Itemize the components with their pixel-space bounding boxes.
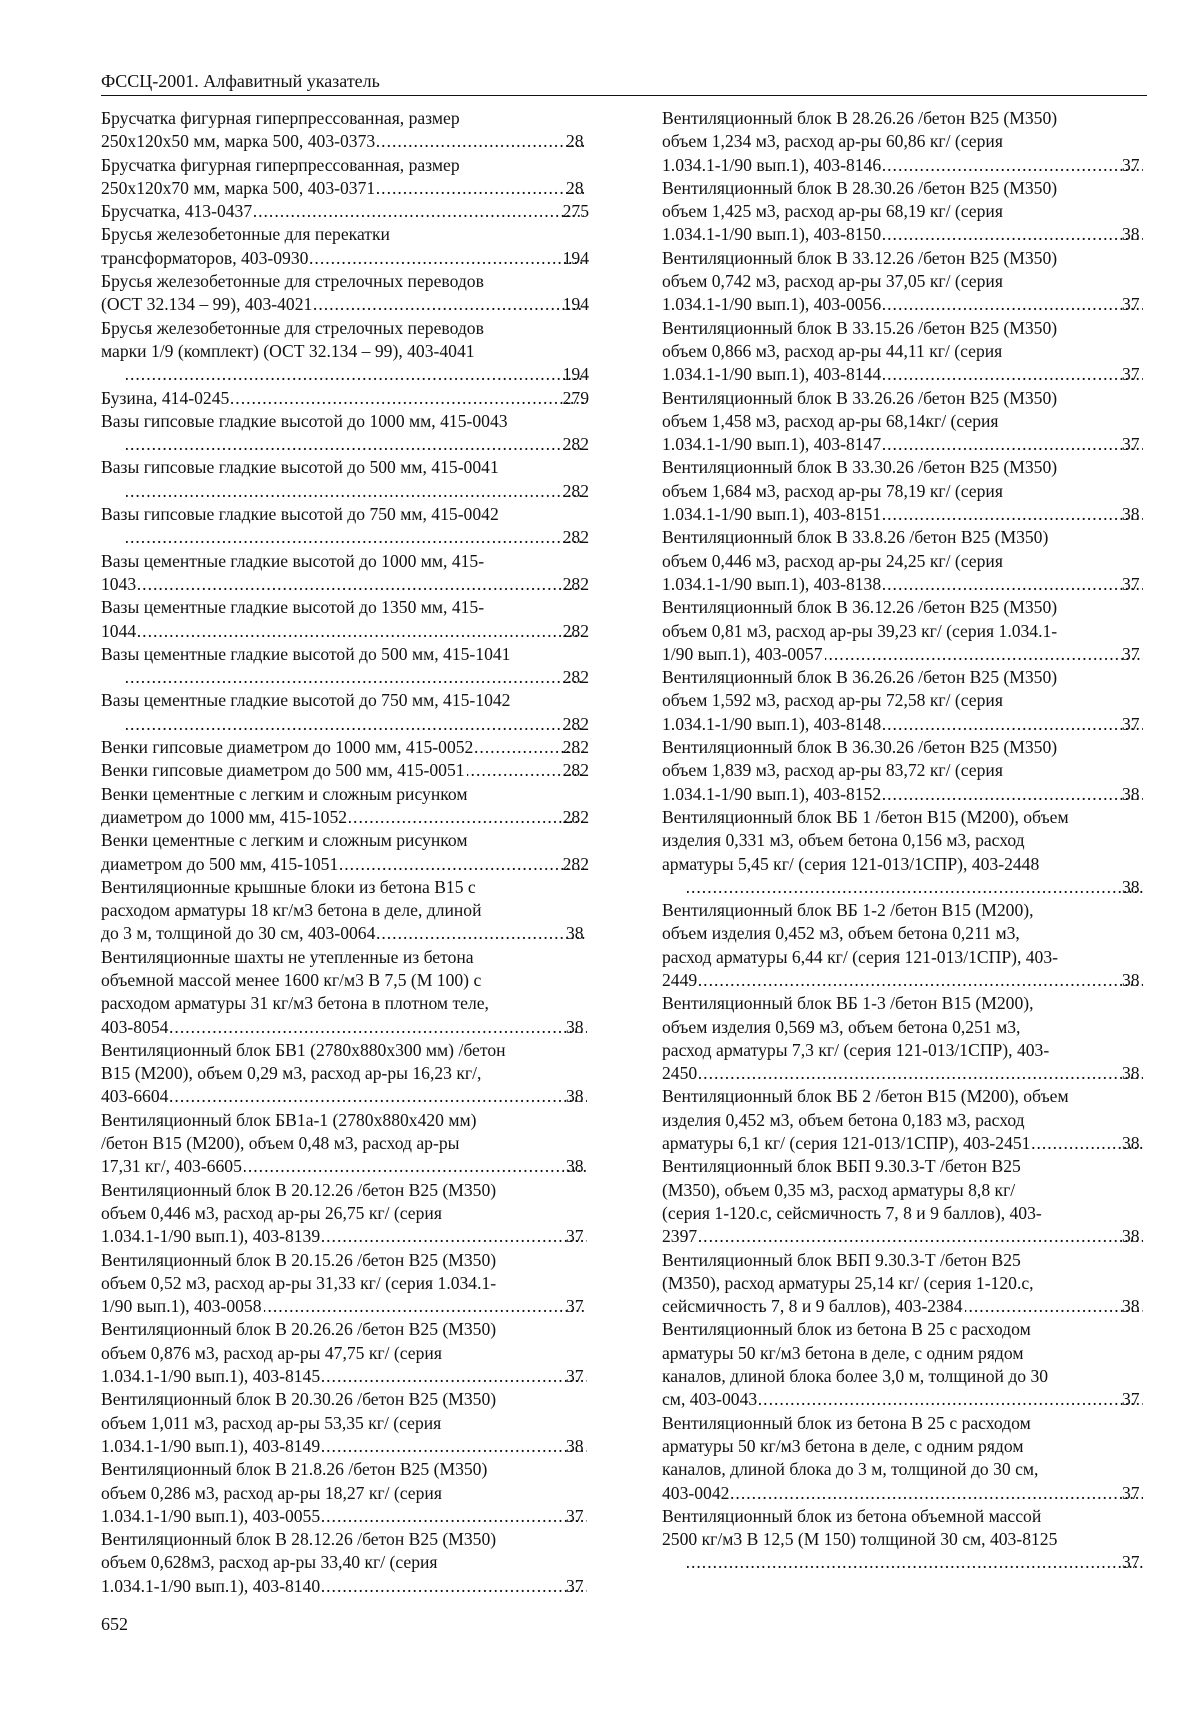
entry-reference-text: Венки гипсовые диаметром до 1000 мм, 415-0052	[101, 737, 474, 758]
entry-page-number: 282	[562, 737, 589, 758]
entry-reference-text: до 3 м, толщиной до 30 см, 403-0064	[101, 923, 376, 944]
index-entry	[662, 806, 1145, 899]
entry-text-line: Вентиляционный блок В 33.15.26 /бетон В25 (М350)	[662, 317, 1058, 338]
entry-reference-text: диаметром до 1000 мм, 415-1052	[101, 806, 348, 827]
leader-dots	[965, 1295, 1144, 1318]
leader-dots	[687, 1551, 1143, 1574]
entry-reference-text: 403-6604	[101, 1086, 169, 1107]
entry-text-line: Вентиляционный блок БВ1 (2780х880х300 мм) /бетон	[101, 1039, 506, 1060]
entry-text-line: 2500 кг/м3 В 12,5 (М 150) толщиной 30 см, 403-8125	[662, 1529, 1058, 1550]
entry-reference-text: 1.034.1-1/90 вып.1), 403-0055	[101, 1505, 321, 1526]
index-entry	[101, 759, 589, 782]
leader-dots	[883, 223, 1143, 246]
entry-text-line: Вентиляционный блок В 28.12.26 /бетон В25 (М350)	[101, 1529, 497, 1550]
index-entry	[101, 154, 589, 201]
entry-reference-line	[124, 666, 589, 689]
leader-dots	[883, 363, 1143, 386]
leader-dots	[340, 853, 583, 876]
entry-reference-line: 1/90 вып.1), 403-0057 ..... 37	[685, 643, 1145, 666]
entry-page-number: 194	[562, 364, 589, 385]
leader-dots	[254, 200, 583, 223]
entry-reference-line: 1.034.1-1/90 вып.1), 403-8139 ..... 37	[124, 1225, 589, 1248]
entry-text-line: (М350), расход арматуры 25,14 кг/ (серия 1-120.с,	[662, 1272, 1034, 1293]
entry-reference-text: 2450	[662, 1063, 698, 1084]
entry-text-line: изделия 0,452 м3, объем бетона 0,183 м3, расход	[662, 1109, 1025, 1130]
entry-text-line: объем 0,866 м3, расход ар-ры 44,11 кг/ (серия	[662, 340, 1003, 361]
entry-reference-text: 1.034.1-1/90 вып.1), 403-8145	[101, 1366, 321, 1387]
entry-text-line: объем 1,458 м3, расход ар-ры 68,14кг/ (серия	[662, 410, 999, 431]
index-entry	[101, 270, 589, 317]
entry-text-line: Вентиляционный блок В 28.30.26 /бетон В25 (М350)	[662, 177, 1058, 198]
index-entry	[101, 829, 589, 876]
index-entry	[101, 946, 589, 1039]
entry-text-line: Вентиляционный блок В 20.15.26 /бетон В25 (М350)	[101, 1249, 497, 1270]
entry-text-line: объем изделия 0,452 м3, объем бетона 0,211 м3,	[662, 923, 1020, 944]
entry-text-line: В15 (М200), объем 0,29 м3, расход ар-ры 16,23 кг/,	[101, 1063, 482, 1084]
entry-reference-line	[101, 620, 589, 643]
entry-reference-text: 1.034.1-1/90 вып.1), 403-8144	[662, 364, 882, 385]
entry-text-line: Вентиляционный блок ВБ 1-3 /бетон В15 (М200),	[662, 993, 1034, 1014]
leader-dots	[377, 130, 587, 153]
entry-reference-text: 1.034.1-1/90 вып.1), 403-8151	[662, 504, 882, 525]
index-entry	[101, 1388, 589, 1458]
entry-text-line: объем 1,592 м3, расход ар-ры 72,58 кг/ (серия	[662, 690, 1003, 711]
entry-text-line: /бетон В15 (М200), объем 0,48 м3, расход ар-ры	[101, 1133, 460, 1154]
index-entry	[662, 1505, 1145, 1575]
entry-reference-line: 2449 ..... 38	[685, 969, 1145, 992]
index-entry	[101, 1109, 589, 1179]
index-entry	[101, 410, 589, 457]
entry-reference-line: 1.034.1-1/90 вып.1), 403-8146 ..... 37	[685, 154, 1145, 177]
entry-text-line: марки 1/9 (комплект) (ОСТ 32.134 – 99), 403-4041	[101, 340, 475, 361]
entry-reference-text: 250х120х70 мм, марка 500, 403-0371	[101, 177, 376, 198]
index-entry	[101, 1318, 589, 1388]
entry-reference-text: (ОСТ 32.134 – 99), 403-4021	[101, 294, 313, 315]
entry-reference-text: 2449	[662, 969, 698, 990]
leader-dots	[322, 1505, 587, 1528]
entry-reference-text: 1.034.1-1/90 вып.1), 403-8138	[662, 573, 882, 594]
entry-text-line: Брусья железобетонные для стрелочных переводов	[101, 317, 484, 338]
entry-text-line: Вентиляционный блок ВБ 1-2 /бетон В15 (М200),	[662, 900, 1034, 921]
leader-dots	[310, 247, 583, 270]
index-entry	[101, 503, 589, 550]
entry-text-line: Вентиляционный блок В 28.26.26 /бетон В25 (М350)	[662, 108, 1058, 128]
entry-page-number: 282	[562, 573, 589, 594]
entry-reference-line	[101, 736, 589, 759]
entry-reference-line	[101, 247, 589, 270]
entry-text-line: объем 0,81 м3, расход ар-ры 39,23 кг/ (серия 1.034.1-	[662, 620, 1058, 641]
entry-reference-text: 1.034.1-1/90 вып.1), 403-8152	[662, 783, 882, 804]
entry-text-line: Вентиляционный блок В 36.26.26 /бетон В25 (М350)	[662, 667, 1058, 688]
entry-reference-text: 1/90 вып.1), 403-0058	[101, 1296, 262, 1317]
entry-reference-text: диаметром до 500 мм, 415-1051	[101, 853, 339, 874]
entry-reference-text: 1.034.1-1/90 вып.1), 403-8147	[662, 434, 882, 455]
index-column-left	[101, 107, 589, 1598]
entry-text-line: арматуры 5,45 кг/ (серия 121-013/1СПР), 403-2448	[662, 853, 1040, 874]
entry-text-line: Брусья железобетонные для перекатки	[101, 224, 390, 245]
index-entry	[101, 317, 589, 387]
leader-dots	[699, 1062, 1143, 1085]
leader-dots	[231, 387, 583, 410]
entry-text-line: Вентиляционный блок В 36.30.26 /бетон В25 (М350)	[662, 737, 1058, 758]
entry-text-line: Вентиляционный блок В 33.12.26 /бетон В25 (М350)	[662, 247, 1058, 268]
entry-page-number: 282	[562, 434, 589, 455]
entry-reference-line: 1.034.1-1/90 вып.1), 403-8151 ..... 38	[685, 503, 1145, 526]
entry-page-number: 279	[562, 387, 589, 408]
entry-reference-text: Бузина, 414-0245	[101, 387, 230, 408]
entry-reference-line: 1.034.1-1/90 вып.1), 403-8138 ..... 37	[685, 573, 1145, 596]
entry-reference-text: 1.034.1-1/90 вып.1), 403-8150	[662, 224, 882, 245]
index-entry	[662, 317, 1145, 387]
leader-dots	[883, 503, 1143, 526]
entry-reference-text: сейсмичность 7, 8 и 9 баллов), 403-2384	[662, 1296, 963, 1317]
index-entry	[662, 526, 1145, 596]
entry-reference-line	[101, 293, 589, 316]
entry-page-number: 282	[562, 527, 589, 548]
entry-text-line: Вентиляционный блок В 33.8.26 /бетон В25 (М350)	[662, 527, 1049, 548]
entry-page-number: 282	[562, 853, 589, 874]
entry-text-line: Вазы цементные гладкие высотой до 1350 мм, 415-	[101, 597, 485, 618]
index-column-right	[662, 107, 1145, 1575]
index-entry	[662, 666, 1145, 736]
entry-reference-text: Венки гипсовые диаметром до 500 мм, 415-0051	[101, 760, 465, 781]
leader-dots	[126, 433, 584, 456]
entry-text-line: объем изделия 0,569 м3, объем бетона 0,251 м3,	[662, 1016, 1021, 1037]
entry-page-number: 282	[562, 480, 589, 501]
entry-text-line: Вентиляционный блок В 20.30.26 /бетон В25 (М350)	[101, 1389, 497, 1410]
leader-dots	[322, 1435, 587, 1458]
entry-reference-line: 1.034.1-1/90 вып.1), 403-0056 ..... 37	[685, 293, 1145, 316]
leader-dots	[126, 666, 584, 689]
entry-reference-text: 17,31 кг/, 403-6605	[101, 1156, 242, 1177]
leader-dots	[126, 480, 584, 503]
entry-text-line: Вентиляционный блок из бетона В 25 с расходом	[662, 1319, 1031, 1340]
entry-text-line: Брусчатка фигурная гиперпрессованная, размер	[101, 154, 460, 175]
entry-reference-line	[101, 200, 589, 223]
entry-reference-line: 1.034.1-1/90 вып.1), 403-8148 ..... 37	[685, 713, 1145, 736]
index-entry	[101, 643, 589, 690]
index-entry	[101, 223, 589, 270]
entry-text-line: объем 1,684 м3, расход ар-ры 78,19 кг/ (серия	[662, 480, 1003, 501]
entry-text-line: Вентиляционный блок В 21.8.26 /бетон В25 (М350)	[101, 1459, 488, 1480]
index-entry	[101, 783, 589, 830]
leader-dots	[264, 1295, 587, 1318]
leader-dots	[377, 922, 587, 945]
leader-dots	[244, 1155, 587, 1178]
index-entry	[101, 1249, 589, 1319]
leader-dots	[883, 154, 1143, 177]
index-entry	[662, 1085, 1145, 1155]
entry-reference-text: Брусчатка, 413-0437	[101, 201, 253, 222]
leader-dots	[699, 969, 1143, 992]
entry-reference-line: сейсмичность 7, 8 и 9 баллов), 403-2384 ..... 38	[685, 1295, 1145, 1318]
index-entry	[662, 387, 1145, 457]
leader-dots	[883, 293, 1143, 316]
leader-dots	[322, 1365, 587, 1388]
entry-page-number: 194	[562, 294, 589, 315]
leader-dots	[883, 573, 1143, 596]
index-entry	[101, 1528, 589, 1598]
index-entry	[101, 689, 589, 736]
entry-reference-text: 1.034.1-1/90 вып.1), 403-8149	[101, 1435, 321, 1456]
entry-text-line: арматуры 50 кг/м3 бетона в деле, с одним рядом	[662, 1342, 1024, 1363]
index-entry	[662, 992, 1145, 1085]
header-title: ФССЦ-2001. Алфавитный указатель	[101, 71, 380, 91]
index-entry	[101, 107, 589, 154]
leader-dots	[883, 713, 1143, 736]
entry-reference-text: 1.034.1-1/90 вып.1), 403-0056	[662, 294, 882, 315]
index-entry	[662, 736, 1145, 806]
entry-text-line: каналов, длиной блока до 3 м, толщиной до 30 см,	[662, 1459, 1039, 1480]
entry-reference-text: 1044	[101, 620, 137, 641]
entry-text-line: объем 1,011 м3, расход ар-ры 53,35 кг/ (серия	[101, 1412, 442, 1433]
entry-text-line: объем 0,876 м3, расход ар-ры 47,75 кг/ (серия	[101, 1342, 442, 1363]
entry-text-line: каналов, длиной блока более 3,0 м, толщиной до 30	[662, 1366, 1049, 1387]
entry-text-line: объемной массой менее 1600 кг/м3 В 7,5 (М 100) с	[101, 969, 482, 990]
leader-dots	[170, 1085, 587, 1108]
entry-reference-line: 1/90 вып.1), 403-0058 ..... 37	[124, 1295, 589, 1318]
index-entry	[101, 876, 589, 946]
index-entry	[101, 1039, 589, 1109]
entry-text-line: Вентиляционный блок В 33.30.26 /бетон В25 (М350)	[662, 457, 1058, 478]
entry-reference-line	[124, 526, 589, 549]
entry-text-line: объем 0,446 м3, расход ар-ры 26,75 кг/ (серия	[101, 1202, 442, 1223]
entry-reference-line: 1.034.1-1/90 вып.1), 403-0055 ..... 37	[124, 1505, 589, 1528]
entry-reference-text: 403-8054	[101, 1016, 169, 1037]
entry-text-line: Вентиляционный блок из бетона объемной массой	[662, 1505, 1042, 1526]
entry-text-line: Вазы гипсовые гладкие высотой до 500 мм, 415-0041	[101, 457, 499, 478]
index-entry	[662, 1412, 1145, 1505]
entry-text-line: расходом арматуры 31 кг/м3 бетона в плотном теле,	[101, 993, 489, 1014]
entry-reference-line: 1.034.1-1/90 вып.1), 403-8152 ..... 38	[685, 783, 1145, 806]
index-entry	[662, 1318, 1145, 1411]
entry-reference-text: 1.034.1-1/90 вып.1), 403-8140	[101, 1575, 321, 1596]
entry-text-line: Вентиляционные крышные блоки из бетона В15 с	[101, 876, 476, 897]
entry-reference-line	[124, 433, 589, 456]
index-entry	[101, 596, 589, 643]
entry-reference-line: арматуры 6,1 кг/ (серия 121-013/1СПР), 403-2451 ..... 38	[685, 1132, 1145, 1155]
index-entry	[662, 456, 1145, 526]
index-entry	[101, 550, 589, 597]
entry-reference-line: до 3 м, толщиной до 30 см, 403-0064 ..... 38	[124, 922, 589, 945]
entry-reference-line: 1.034.1-1/90 вып.1), 403-8150 ..... 38	[685, 223, 1145, 246]
entry-text-line: Вентиляционный блок В 20.12.26 /бетон В25 (М350)	[101, 1179, 497, 1200]
entry-text-line: Вентиляционный блок ВБП 9.30.3-Т /бетон В25	[662, 1156, 1021, 1177]
entry-text-line: (серия 1-120.с, сейсмичность 7, 8 и 9 баллов), 403-	[662, 1202, 1042, 1223]
entry-reference-line: 2397 ..... 38	[685, 1225, 1145, 1248]
entry-reference-line: см, 403-0043 ..... 37	[685, 1388, 1145, 1411]
entry-text-line: объем 0,286 м3, расход ар-ры 18,27 кг/ (серия	[101, 1482, 442, 1503]
entry-page-number: 194	[562, 247, 589, 268]
entry-text-line: Вазы цементные гладкие высотой до 750 мм, 415-1042	[101, 690, 511, 711]
entry-text-line: изделия 0,331 м3, объем бетона 0,156 м3, расход	[662, 830, 1025, 851]
entry-text-line: Венки цементные с легким и сложным рисунком	[101, 830, 468, 851]
entry-reference-text: 1.034.1-1/90 вып.1), 403-8139	[101, 1226, 321, 1247]
entry-reference-text: 1.034.1-1/90 вып.1), 403-8146	[662, 154, 882, 175]
leader-dots	[759, 1388, 1143, 1411]
leader-dots	[126, 363, 584, 386]
entry-reference-line: 250х120х50 мм, марка 500, 403-0373 ..... 28	[124, 130, 589, 153]
entry-reference-line: 1.034.1-1/90 вып.1), 403-8140 ..... 37	[124, 1575, 589, 1598]
entry-page-number: 275	[562, 201, 589, 222]
leader-dots	[883, 783, 1143, 806]
entry-reference-line: 403-8054 ..... 38	[124, 1016, 589, 1039]
entry-page-number: 282	[562, 620, 589, 641]
leader-dots	[314, 293, 583, 316]
entry-reference-line	[124, 363, 589, 386]
index-entry	[101, 736, 589, 759]
entry-reference-text: 2397	[662, 1226, 698, 1247]
entry-reference-line: 403-0042 ..... 37	[685, 1482, 1145, 1505]
entry-reference-line: 1.034.1-1/90 вып.1), 403-8144 ..... 37	[685, 363, 1145, 386]
leader-dots	[349, 806, 584, 829]
entry-text-line: арматуры 50 кг/м3 бетона в деле, с одним рядом	[662, 1435, 1024, 1456]
entry-page-number: 282	[562, 760, 589, 781]
leader-dots	[322, 1225, 587, 1248]
leader-dots	[687, 876, 1143, 899]
entry-text-line: Вентиляционный блок В 33.26.26 /бетон В25 (М350)	[662, 387, 1058, 408]
entry-reference-line	[101, 759, 589, 782]
entry-reference-text: 1.034.1-1/90 вып.1), 403-8148	[662, 713, 882, 734]
entry-reference-text: 1043	[101, 573, 137, 594]
entry-text-line: Вазы гипсовые гладкие высотой до 750 мм, 415-0042	[101, 504, 499, 525]
entry-reference-text: трансформаторов, 403-0930	[101, 247, 309, 268]
entry-reference-line	[101, 853, 589, 876]
entry-text-line: объем 1,839 м3, расход ар-ры 83,72 кг/ (серия	[662, 760, 1003, 781]
leader-dots	[126, 713, 584, 736]
entry-reference-line: 1.034.1-1/90 вып.1), 403-8149 ..... 38	[124, 1435, 589, 1458]
entry-reference-text: 250х120х50 мм, марка 500, 403-0373	[101, 131, 376, 152]
entry-reference-text: 1/90 вып.1), 403-0057	[662, 643, 823, 664]
entry-page-number: 282	[562, 713, 589, 734]
entry-text-line: Вентиляционный блок ВБП 9.30.3-Т /бетон В25	[662, 1249, 1021, 1270]
entry-text-line: Брусчатка фигурная гиперпрессованная, размер	[101, 108, 460, 128]
entry-reference-line: ..... 37	[685, 1551, 1145, 1574]
entry-text-line: объем 1,425 м3, расход ар-ры 68,19 кг/ (серия	[662, 201, 1003, 222]
entry-text-line: Вентиляционные шахты не утепленные из бетона	[101, 946, 474, 967]
index-entry	[101, 1179, 589, 1249]
index-entry	[662, 107, 1145, 177]
leader-dots	[699, 1225, 1143, 1248]
entry-reference-line: 17,31 кг/, 403-6605 ..... 38	[124, 1155, 589, 1178]
entry-reference-line: 1.034.1-1/90 вып.1), 403-8147 ..... 37	[685, 433, 1145, 456]
index-entry	[662, 1155, 1145, 1248]
entry-text-line: расходом арматуры 18 кг/м3 бетона в деле, длиной	[101, 900, 482, 921]
leader-dots	[322, 1575, 587, 1598]
entry-text-line: Вазы цементные гладкие высотой до 1000 мм, 415-	[101, 550, 485, 571]
index-entry	[101, 1458, 589, 1528]
entry-text-line: Венки цементные с легким и сложным рисунком	[101, 783, 468, 804]
index-entry	[101, 200, 589, 223]
index-entry	[662, 177, 1145, 247]
entry-reference-text: см, 403-0043	[662, 1389, 758, 1410]
entry-reference-line	[101, 387, 589, 410]
leader-dots	[377, 177, 587, 200]
leader-dots	[170, 1016, 587, 1039]
entry-text-line: расход арматуры 7,3 кг/ (серия 121-013/1СПР), 403-	[662, 1039, 1050, 1060]
index-entry	[662, 247, 1145, 317]
entry-reference-line: 403-6604 ..... 38	[124, 1085, 589, 1108]
leader-dots	[138, 573, 583, 596]
leader-dots	[138, 620, 583, 643]
entry-reference-text: арматуры 6,1 кг/ (серия 121-013/1СПР), 403-2451	[662, 1133, 1031, 1154]
entry-reference-line: 1.034.1-1/90 вып.1), 403-8145 ..... 37	[124, 1365, 589, 1388]
entry-reference-line	[124, 480, 589, 503]
leader-dots	[731, 1482, 1143, 1505]
entry-text-line: (М350), объем 0,35 м3, расход арматуры 8,8 кг/	[662, 1179, 1016, 1200]
entry-reference-line: 250х120х70 мм, марка 500, 403-0371 ..... 28	[124, 177, 589, 200]
entry-text-line: Брусья железобетонные для стрелочных переводов	[101, 271, 484, 292]
entry-text-line: Вентиляционный блок ВБ 1 /бетон В15 (М200), объем	[662, 806, 1069, 827]
entry-page-number: 282	[562, 667, 589, 688]
entry-text-line: Вентиляционный блок ВБ 2 /бетон В15 (М200), объем	[662, 1086, 1069, 1107]
entry-text-line: объем 0,742 м3, расход ар-ры 37,05 кг/ (серия	[662, 271, 1003, 292]
entry-text-line: объем 0,446 м3, расход ар-ры 24,25 кг/ (серия	[662, 550, 1003, 571]
index-entry	[662, 596, 1145, 666]
entry-text-line: расход арматуры 6,44 кг/ (серия 121-013/1СПР), 403-	[662, 946, 1059, 967]
entry-page-number: 282	[562, 806, 589, 827]
leader-dots	[825, 643, 1143, 666]
entry-text-line: объем 0,628м3, расход ар-ры 33,40 кг/ (серия	[101, 1552, 438, 1573]
entry-text-line: объем 0,52 м3, расход ар-ры 31,33 кг/ (серия 1.034.1-	[101, 1272, 497, 1293]
entry-text-line: Вентиляционный блок В 36.12.26 /бетон В25 (М350)	[662, 597, 1058, 618]
entry-reference-line: 2450 ..... 38	[685, 1062, 1145, 1085]
entry-reference-line	[124, 713, 589, 736]
entry-text-line: Вазы цементные гладкие высотой до 500 мм, 415-1041	[101, 643, 511, 664]
running-header	[101, 70, 1147, 96]
index-entry	[101, 387, 589, 410]
entry-text-line: Вентиляционный блок В 20.26.26 /бетон В25 (М350)	[101, 1319, 497, 1340]
index-entry	[101, 456, 589, 503]
entry-text-line: Вентиляционный блок БВ1а-1 (2780х880х420 мм)	[101, 1109, 477, 1130]
entry-reference-line	[101, 806, 589, 829]
leader-dots	[883, 433, 1143, 456]
leader-dots	[126, 526, 584, 549]
index-entry	[662, 899, 1145, 992]
entry-reference-text: 403-0042	[662, 1482, 730, 1503]
entry-text-line: объем 1,234 м3, расход ар-ры 60,86 кг/ (серия	[662, 131, 1003, 152]
index-entry	[662, 1249, 1145, 1319]
entry-text-line: Вазы гипсовые гладкие высотой до 1000 мм, 415-0043	[101, 410, 508, 431]
entry-text-line: Вентиляционный блок из бетона В 25 с расходом	[662, 1412, 1031, 1433]
page-number: 652	[101, 1614, 128, 1634]
entry-reference-line: ..... 38	[685, 876, 1145, 899]
entry-reference-line	[101, 573, 589, 596]
